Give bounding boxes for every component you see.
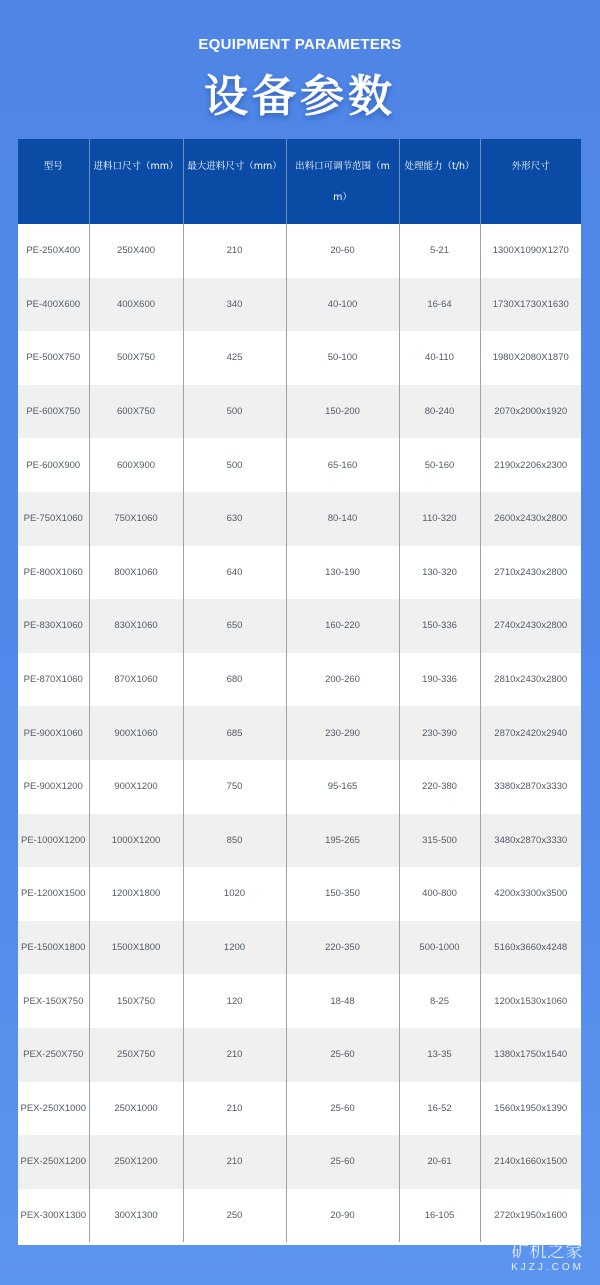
table-cell: 2720x1950x1600 xyxy=(494,1209,568,1221)
table-row xyxy=(18,867,581,921)
table-cell: 1730X1730X1630 xyxy=(480,278,581,332)
table-cell: PE-800X1060 xyxy=(18,546,89,600)
table-cell: PE-500X750 xyxy=(18,331,89,385)
table-cell: 425 xyxy=(183,331,286,385)
table-cell: 1500X1800 xyxy=(89,921,183,975)
table-cell: PE-750X1060 xyxy=(18,492,89,546)
table-cell: 2710x2430x2800 xyxy=(494,566,568,578)
table-cell: 1020 xyxy=(183,867,286,921)
table-cell: 16-52 xyxy=(399,1082,480,1136)
table-cell: 2600x2430x2800 xyxy=(480,492,581,546)
column-header: 型号 xyxy=(18,139,89,224)
table-cell: 900X1200 xyxy=(89,760,183,814)
table-cell: PE-1000X1200 xyxy=(18,814,89,868)
table-cell: PE-600X750 xyxy=(18,385,89,439)
parameters-table xyxy=(18,139,581,1242)
table-cell: 13-35 xyxy=(399,1028,480,1082)
table-cell: 1000X1200 xyxy=(89,814,183,868)
table-cell: 16-64 xyxy=(399,278,480,332)
table-cell: 5160x3660x4248 xyxy=(480,921,581,975)
table-cell: 25-60 xyxy=(286,1082,399,1136)
table-row xyxy=(18,224,581,278)
table-cell: PE-600X900 xyxy=(18,438,89,492)
table-cell: 50-160 xyxy=(399,438,480,492)
table-cell: 8-25 xyxy=(399,974,480,1028)
table-cell: 230-390 xyxy=(399,706,480,760)
table-cell: 600X900 xyxy=(89,438,183,492)
table-cell: 120 xyxy=(183,974,286,1028)
table-cell: 25-60 xyxy=(286,1135,399,1189)
table-cell: 685 xyxy=(183,706,286,760)
table-cell: PE-900X1200 xyxy=(18,760,89,814)
table-cell: PE-1200X1500 xyxy=(18,867,89,921)
table-cell: 500 xyxy=(183,385,286,439)
table-cell: 210 xyxy=(183,1135,286,1189)
table-cell: 1980X2080X1870 xyxy=(492,352,569,364)
table-row xyxy=(18,653,581,707)
table-cell: 315-500 xyxy=(399,814,480,868)
table-cell: 1200 xyxy=(183,921,286,975)
table-cell: 500 xyxy=(183,438,286,492)
table-cell: PE-400X600 xyxy=(18,278,89,332)
table-cell: 80-240 xyxy=(399,385,480,439)
table-cell: 150-336 xyxy=(399,599,480,653)
table-row xyxy=(18,814,581,868)
table-cell: 25-60 xyxy=(286,1028,399,1082)
table-cell: 200-260 xyxy=(286,653,399,707)
table-row xyxy=(18,974,581,1028)
table-cell: 220-350 xyxy=(286,921,399,975)
table-cell: 1380x1750x1540 xyxy=(480,1028,581,1082)
table-cell: 16-105 xyxy=(399,1189,480,1243)
table-cell: PEX-250X1200 xyxy=(18,1135,89,1189)
column-header: 外形尺寸 xyxy=(480,139,581,224)
table-cell: 18-48 xyxy=(286,974,399,1028)
table-cell: 900X1060 xyxy=(89,706,183,760)
table-cell: 150X750 xyxy=(89,974,183,1028)
table-cell: 2070x2000x1920 xyxy=(480,385,581,439)
table-cell: 870X1060 xyxy=(89,653,183,707)
table-row xyxy=(18,278,581,332)
table-cell: 800X1060 xyxy=(89,546,183,600)
table-cell: PE-900X1060 xyxy=(18,706,89,760)
table-body xyxy=(18,224,581,1242)
table-cell: 600X750 xyxy=(89,385,183,439)
table-cell: PE-1500X1800 xyxy=(18,921,89,975)
table-cell: 2810x2430x2800 xyxy=(494,674,568,686)
table-cell: PE-870X1060 xyxy=(18,653,89,707)
parameters-table-container xyxy=(18,139,581,1245)
table-cell: 20-60 xyxy=(286,224,399,278)
table-cell: 850 xyxy=(183,814,286,868)
table-cell: 680 xyxy=(183,653,286,707)
table-cell: 500-1000 xyxy=(399,921,480,975)
table-cell: 195-265 xyxy=(286,814,399,868)
column-header: 进料口尺寸（mm） xyxy=(89,139,183,224)
table-cell: 210 xyxy=(183,1082,286,1136)
table-row xyxy=(18,331,581,385)
table-cell: 830X1060 xyxy=(89,599,183,653)
table-cell: 300X1300 xyxy=(89,1189,183,1243)
table-row xyxy=(18,760,581,814)
table-row xyxy=(18,546,581,600)
table-cell: 40-110 xyxy=(399,331,480,385)
table-cell: 750 xyxy=(183,760,286,814)
table-cell: 250 xyxy=(183,1189,286,1243)
table-cell: 210 xyxy=(183,224,286,278)
table-cell: PE-250X400 xyxy=(18,224,89,278)
page-header xyxy=(0,0,600,138)
table-row xyxy=(18,1189,581,1243)
table-cell: 250X1200 xyxy=(89,1135,183,1189)
table-cell: 500X750 xyxy=(89,331,183,385)
table-cell: 250X750 xyxy=(89,1028,183,1082)
table-cell: 190-336 xyxy=(399,653,480,707)
table-cell: 2740x2430x2800 xyxy=(480,599,581,653)
table-cell: 20-61 xyxy=(399,1135,480,1189)
table-cell: 340 xyxy=(183,278,286,332)
table-cell: 130-190 xyxy=(286,546,399,600)
table-cell: 640 xyxy=(183,546,286,600)
column-header: 最大进料尺寸（mm） xyxy=(183,139,286,224)
table-cell: 150-200 xyxy=(286,385,399,439)
table-cell: 220-380 xyxy=(399,760,480,814)
column-header: 处理能力（t/h） xyxy=(399,139,480,224)
table-cell: 250X1000 xyxy=(89,1082,183,1136)
table-cell: PEX-250X750 xyxy=(18,1028,89,1082)
watermark-domain: KJZJ.COM xyxy=(511,1262,584,1273)
watermark-text: 矿机之家 xyxy=(511,1242,584,1262)
table-row xyxy=(18,1082,581,1136)
table-row xyxy=(18,921,581,975)
table-cell: 5-21 xyxy=(399,224,480,278)
table-cell: 2870x2420x2940 xyxy=(480,706,581,760)
table-cell: 160-220 xyxy=(286,599,399,653)
table-cell: 250X400 xyxy=(89,224,183,278)
table-cell: 2190x2206x2300 xyxy=(494,459,568,471)
table-row xyxy=(18,385,581,439)
table-cell: 630 xyxy=(183,492,286,546)
table-cell: 210 xyxy=(183,1028,286,1082)
table-row xyxy=(18,706,581,760)
english-title: EQUIPMENT PARAMETERS xyxy=(198,36,402,53)
table-row xyxy=(18,1135,581,1189)
table-cell: 1200x1530x1060 xyxy=(494,995,568,1007)
table-cell: 2140x1660x1500 xyxy=(480,1135,581,1189)
table-cell: PEX-150X750 xyxy=(18,974,89,1028)
table-cell: 95-165 xyxy=(286,760,399,814)
table-cell: 1200X1800 xyxy=(89,867,183,921)
table-row xyxy=(18,1028,581,1082)
table-cell: 1300X1090X1270 xyxy=(492,245,569,257)
table-header-row xyxy=(18,139,581,224)
table-cell: 65-160 xyxy=(286,438,399,492)
table-cell: 4200x3300x3500 xyxy=(494,888,568,900)
table-cell: 110-320 xyxy=(399,492,480,546)
table-cell: 650 xyxy=(183,599,286,653)
column-header: 出料口可调节范围（m m） xyxy=(286,139,399,224)
table-row xyxy=(18,599,581,653)
table-cell: 1560x1950x1390 xyxy=(494,1102,568,1114)
table-cell: 130-320 xyxy=(399,546,480,600)
table-cell: 150-350 xyxy=(286,867,399,921)
table-cell: 40-100 xyxy=(286,278,399,332)
table-cell: 80-140 xyxy=(286,492,399,546)
table-cell: PEX-300X1300 xyxy=(18,1189,89,1243)
watermark xyxy=(511,1237,584,1273)
table-cell: 750X1060 xyxy=(89,492,183,546)
table-cell: 400X600 xyxy=(89,278,183,332)
table-cell: 230-290 xyxy=(286,706,399,760)
table-row xyxy=(18,492,581,546)
table-cell: 20-90 xyxy=(286,1189,399,1243)
table-cell: PE-830X1060 xyxy=(18,599,89,653)
table-row xyxy=(18,438,581,492)
table-cell: 50-100 xyxy=(286,331,399,385)
table-cell: 400-800 xyxy=(399,867,480,921)
table-cell: 3480x2870x3330 xyxy=(480,814,581,868)
chinese-title: 设备参数 xyxy=(204,71,396,122)
table-cell: 3380x2870x3330 xyxy=(494,781,568,793)
table-cell: PEX-250X1000 xyxy=(18,1082,89,1136)
